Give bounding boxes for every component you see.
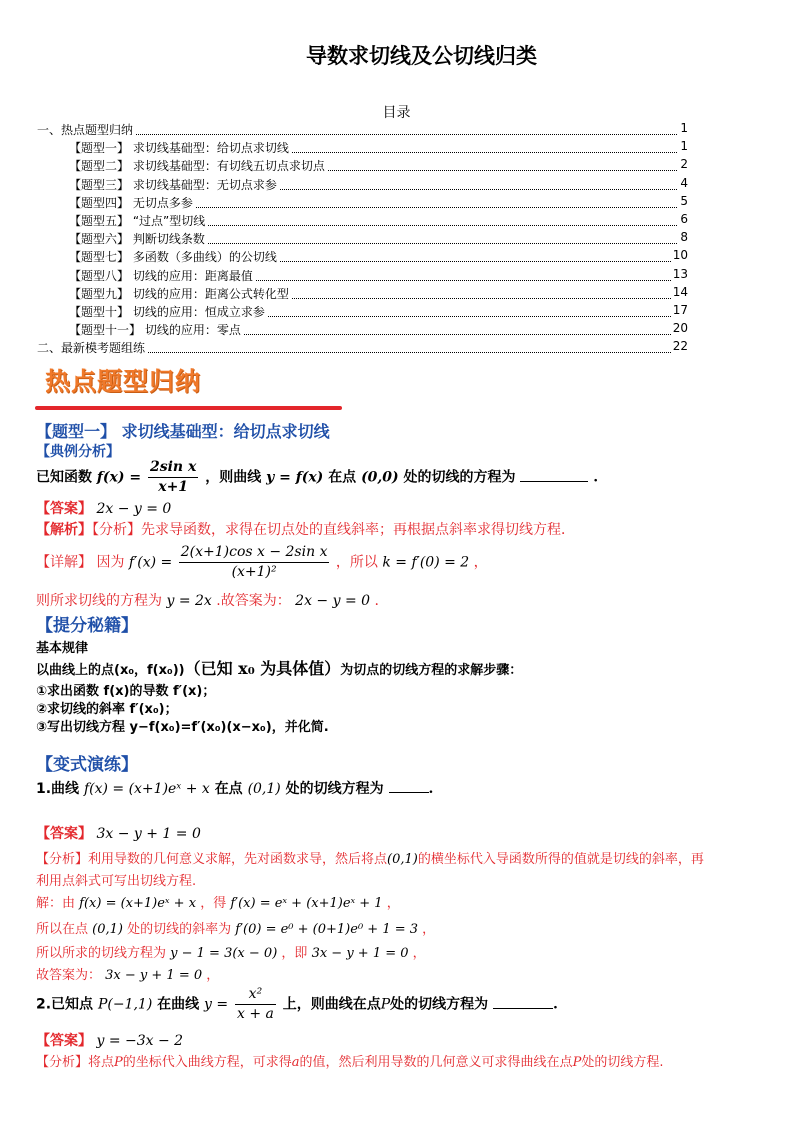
- toc-entry-page: 6: [680, 212, 688, 226]
- toc-entry-label: 【题型十一】 切线的应用：零点: [69, 323, 241, 338]
- p2-answer: 【答案】 y = −3x − 2: [36, 1033, 184, 1049]
- rule-intro: 以曲线上的点(x₀，f(x₀))（已知 x₀ 为具体值）为切点的切线方程的求解步骤：: [36, 659, 523, 678]
- toc-entry[interactable]: [0, 139, 793, 157]
- toc-entry-page: 14: [672, 284, 688, 299]
- curve-fraction: $\frac{\text{x²}}{x + a}$: [237, 986, 274, 1022]
- toc-entry-label: 一、热点题型归纳: [37, 123, 134, 137]
- toc-entry[interactable]: [0, 339, 793, 357]
- toc-entry-label: 【题型六】 判断切线条数: [69, 232, 205, 247]
- detail-line: 【详解】 因为 f′(x) = $\frac{\text{2(x+1)cos x − 2sin x}}{\text{(x+1)²}}$ ，所以 k = f′(0) = 2 ，: [36, 544, 488, 580]
- section-banner: 热点题型归纳: [45, 367, 202, 396]
- toc-entry[interactable]: [0, 230, 793, 248]
- example-question: 已知函数 f(x) = $\frac{\text{2sin x}}{x+1}$ ，则曲线 y = f(x) 在点 (0,0) 处的切线的方程为 .: [36, 459, 599, 495]
- toc-entry-page: 1: [680, 139, 688, 154]
- toc-entry-page: 5: [680, 193, 688, 208]
- conclusion-line: 则所求切线的方程为 y = 2x .故答案为： 2x − y = 0 .: [36, 593, 379, 609]
- derivative-fraction: $\frac{\text{2(x+1)cos x − 2sin x}}{\text{(x+1)²}}$: [180, 544, 328, 580]
- toc-entry-label: 【题型五】 “过点”型切线: [69, 214, 206, 228]
- practice-heading: 【变式演练】: [36, 755, 138, 775]
- p1-analysis-2: 利用点斜式可写出切线方程.: [36, 874, 197, 889]
- toc-entry-label: 【题型四】 无切点多参: [69, 195, 193, 210]
- step-3: ③写出切线方程 y−f(x₀)=f′(x₀)(x−x₀)，并化简.: [36, 720, 329, 735]
- toc-entry-label: 【题型十】 切线的应用：恒成立求参: [69, 305, 265, 319]
- toc-entry-label: 【题型三】 求切线基础型：无切点求参: [69, 177, 277, 192]
- toc-entry-label: 【题型一】 求切线基础型：给切点求切线: [69, 141, 289, 156]
- page-title: 导数求切线及公切线归类: [306, 44, 537, 68]
- step-2: ②求切线的斜率 f′(x₀)；: [36, 702, 178, 717]
- toc-entry-page: 1: [680, 121, 688, 135]
- toc-entry[interactable]: [0, 212, 793, 230]
- toc-entry-page: 13: [672, 266, 688, 281]
- toc-entry-label: 【题型九】 切线的应用：距离公式转化型: [69, 286, 289, 301]
- toc-entry[interactable]: [0, 321, 793, 339]
- practice-q2: 2.已知点 P(−1,1) 在曲线 y = $\frac{\text{x²}}{x + a}$ 上，则曲线在点P处的切线方程为 .: [36, 986, 558, 1022]
- rule-title: 基本规律: [36, 641, 89, 656]
- example-label: 【典例分析】: [36, 444, 120, 460]
- p1-answer: 【答案】 3x − y + 1 = 0: [36, 826, 201, 842]
- p2-analysis: 【分析】将点P的坐标代入曲线方程，可求得a的值，然后利用导数的几何意义可求得曲线在点P处的切线方程.: [36, 1055, 664, 1070]
- toc-entry[interactable]: [0, 267, 793, 285]
- answer-blank: [493, 1006, 553, 1009]
- p1-solution-4: 故答案为： 3x − y + 1 = 0 ，: [36, 968, 220, 983]
- toc-heading: 目录: [382, 105, 411, 121]
- toc-entry[interactable]: [0, 285, 793, 303]
- p1-solution-1: 解：由 f(x) = (x+1)eˣ + x ，得 f′(x) = eˣ + (x+1)eˣ + 1 ，: [36, 896, 400, 911]
- toc-entry-label: 【题型二】 求切线基础型：有切线五切点求切点: [69, 159, 325, 174]
- toc-entry[interactable]: [0, 157, 793, 175]
- question-fraction: $\frac{\text{2sin x}}{x+1}$: [149, 459, 197, 495]
- answer-blank: [520, 479, 588, 482]
- toc-entry-page: 4: [680, 175, 688, 190]
- answer-blank: [389, 790, 429, 793]
- toc-entry-page: 2: [680, 157, 688, 172]
- toc-entry-label: 二、最新模考题组练: [37, 341, 146, 356]
- toc-entry-label: 【题型七】 多函数（多曲线）的公切线: [69, 250, 277, 265]
- answer-line: 【答案】 2x − y = 0: [36, 501, 172, 517]
- toc-entry-page: 20: [672, 321, 688, 336]
- p1-analysis-1: 【分析】利用导数的几何意义求解，先对函数求导，然后将点(0,1)的横坐标代入导函数所得的值就是切线的斜率，再: [36, 852, 704, 867]
- toc-entry[interactable]: [0, 248, 793, 266]
- toc-entry[interactable]: [0, 194, 793, 212]
- toc-entry-label: 【题型八】 切线的应用：距离最值: [69, 268, 253, 283]
- toc-entry-page: 22: [672, 339, 688, 354]
- p1-solution-3: 所以所求的切线方程为 y − 1 = 3(x − 0) ，即 3x − y + 1 = 0 ，: [36, 946, 426, 961]
- toc-entry[interactable]: [0, 121, 793, 139]
- toc-entry-page: 17: [672, 303, 688, 317]
- tips-heading: 【提分秘籍】: [36, 616, 138, 636]
- banner-underline: [35, 406, 342, 410]
- practice-q1: 1.曲线 f(x) = (x+1)eˣ + x 在点 (0,1) 处的切线方程为 .: [36, 781, 434, 797]
- type1-heading: 【题型一】 求切线基础型：给切点求切线: [36, 422, 330, 441]
- toc-entry[interactable]: [0, 303, 793, 321]
- step-1: ①求出函数 f(x)的导数 f′(x)；: [36, 684, 216, 699]
- toc-entry-page: 8: [680, 230, 688, 245]
- toc-entry[interactable]: [0, 176, 793, 194]
- toc-entry-page: 10: [672, 248, 688, 263]
- p1-solution-2: 所以在点 (0,1) 处的切线的斜率为 f′(0) = e⁰ + (0+1)e⁰ + 1 = 3 ，: [36, 922, 436, 937]
- analysis-line: 【解析】【分析】先求导函数，求得在切点处的直线斜率；再根据点斜率求得切线方程．: [36, 522, 575, 538]
